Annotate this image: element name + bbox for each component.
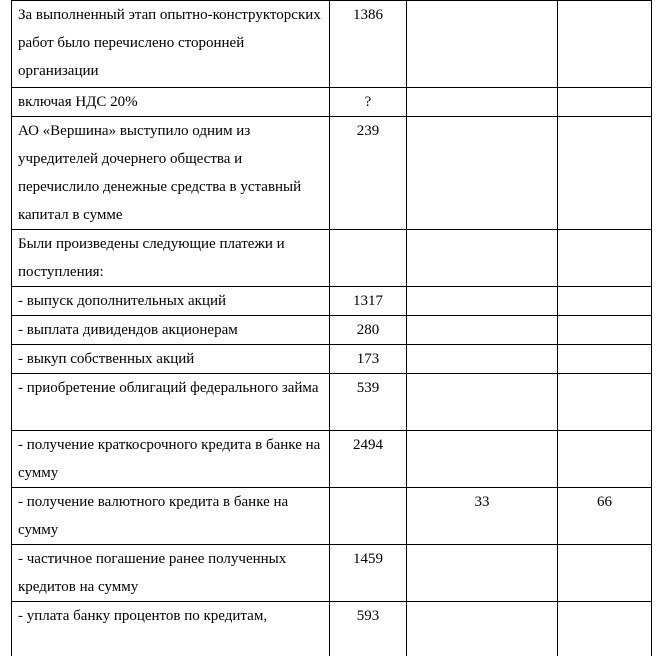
row-description: - приобретение облигаций федерального займа — [12, 374, 330, 431]
row-value-2 — [407, 1, 558, 88]
row-value-3 — [558, 316, 652, 345]
row-description: - выплата дивидендов акционерам — [12, 316, 330, 345]
table-row — [12, 431, 652, 488]
row-description: - получение валютного кредита в банке на сумму — [12, 488, 330, 545]
row-value-1: 1317 — [330, 287, 407, 316]
row-value-1: 593 — [330, 602, 407, 656]
row-value-3 — [558, 287, 652, 316]
row-description: - выпуск дополнительных акций — [12, 287, 330, 316]
table-row — [12, 287, 652, 316]
row-value-3 — [558, 1, 652, 88]
row-value-3 — [558, 88, 652, 117]
row-value-1: 280 — [330, 316, 407, 345]
table-row — [12, 1, 652, 88]
row-description: АО «Вершина» выступило одним из учредителей дочернего общества и перечислило денежные средства в уставный капитал в сумме — [12, 117, 330, 230]
row-value-1: 239 — [330, 117, 407, 230]
table-row — [12, 88, 652, 117]
row-value-2 — [407, 287, 558, 316]
row-value-3 — [558, 117, 652, 230]
row-value-2 — [407, 88, 558, 117]
row-value-2: 33 — [407, 488, 558, 545]
row-value-3 — [558, 230, 652, 287]
table-row — [12, 374, 652, 431]
row-value-1: 2494 — [330, 431, 407, 488]
table-row — [12, 488, 652, 545]
table-row — [12, 230, 652, 287]
row-value-3 — [558, 374, 652, 431]
table-row — [12, 316, 652, 345]
row-value-1: 539 — [330, 374, 407, 431]
row-description: - выкуп собственных акций — [12, 345, 330, 374]
row-value-2 — [407, 345, 558, 374]
row-value-1 — [330, 230, 407, 287]
row-description: Были произведены следующие платежи и поступления: — [12, 230, 330, 287]
row-value-3 — [558, 545, 652, 602]
row-value-3 — [558, 431, 652, 488]
row-value-2 — [407, 545, 558, 602]
row-description: За выполненный этап опытно-конструкторских работ было перечислено сторонней организации — [12, 1, 330, 88]
row-description: - частичное погашение ранее полученных кредитов на сумму — [12, 545, 330, 602]
row-value-1: ? — [330, 88, 407, 117]
row-value-1: 173 — [330, 345, 407, 374]
row-value-3 — [558, 345, 652, 374]
row-value-2 — [407, 602, 558, 656]
table-row — [12, 345, 652, 374]
table-row — [12, 602, 652, 656]
row-value-3: 66 — [558, 488, 652, 545]
row-value-2 — [407, 230, 558, 287]
row-description: включая НДС 20% — [12, 88, 330, 117]
row-value-1 — [330, 488, 407, 545]
row-value-2 — [407, 431, 558, 488]
table-row — [12, 117, 652, 230]
row-value-2 — [407, 316, 558, 345]
data-table — [11, 0, 652, 656]
row-value-2 — [407, 117, 558, 230]
row-value-1: 1386 — [330, 1, 407, 88]
row-value-1: 1459 — [330, 545, 407, 602]
row-description: - получение краткосрочного кредита в банке на сумму — [12, 431, 330, 488]
table-row — [12, 545, 652, 602]
row-value-2 — [407, 374, 558, 431]
row-value-3 — [558, 602, 652, 656]
row-description: - уплата банку процентов по кредитам, — [12, 602, 330, 656]
